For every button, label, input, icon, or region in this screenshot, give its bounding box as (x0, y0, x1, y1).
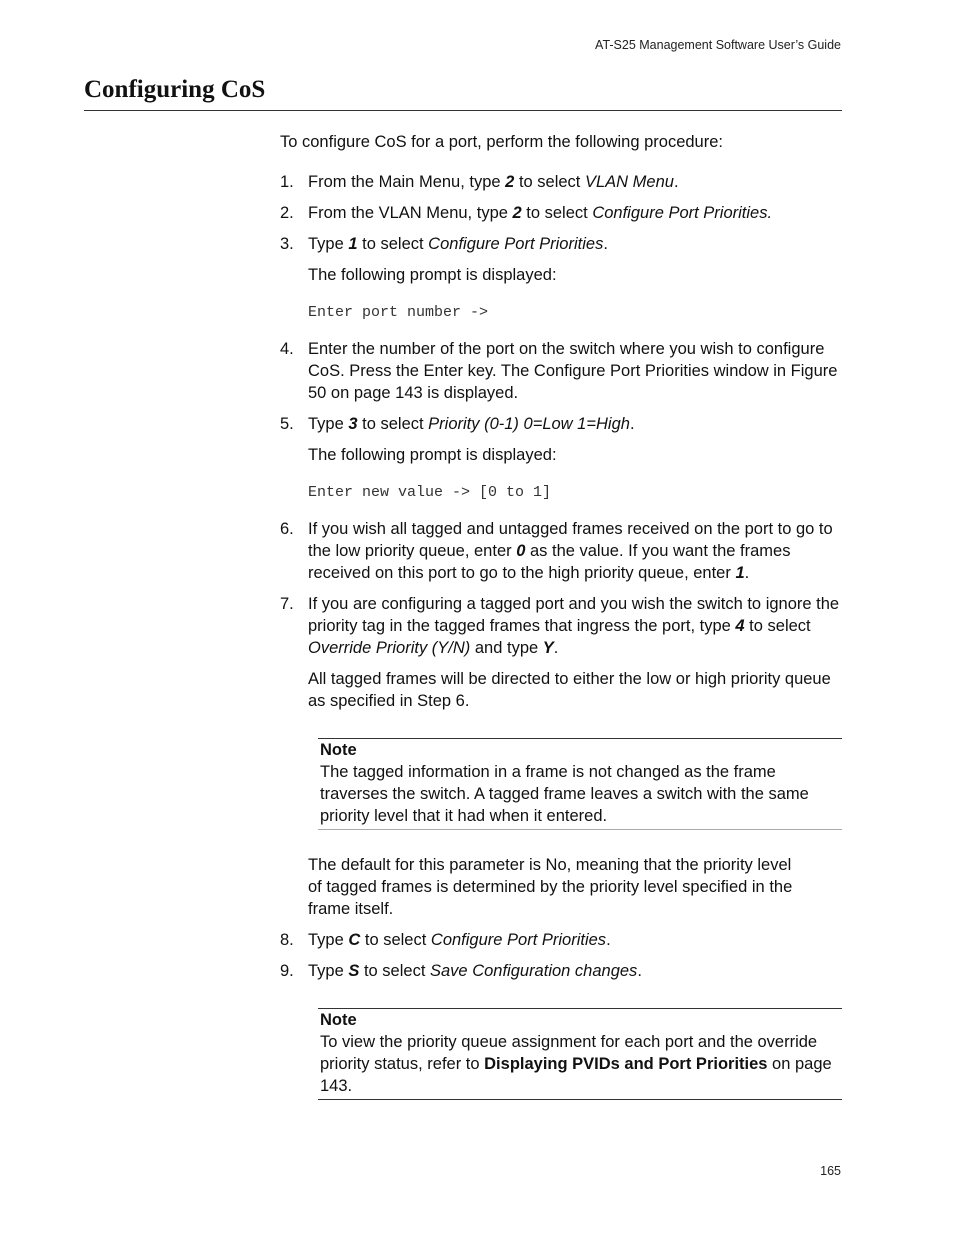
step-3: 3. Type 1 to select Configure Port Priorities. (280, 235, 608, 253)
step-2: 2. From the VLAN Menu, type 2 to select Configure Port Priorities. (280, 204, 773, 222)
prompt-label: The following prompt is displayed: (308, 266, 557, 284)
cross-reference-link[interactable]: Displaying PVIDs and Port Priorities (484, 1055, 768, 1073)
title-rule (84, 110, 842, 111)
note-label: Note (320, 1011, 357, 1029)
step-9: 9. Type S to select Save Configuration changes. (280, 962, 642, 980)
note-box (318, 738, 842, 830)
step-8: 8. Type C to select Configure Port Priorities. (280, 931, 611, 949)
running-header: AT-S25 Management Software User’s Guide (595, 38, 841, 52)
code-value-prompt: Enter new value -> [0 to 1] (308, 484, 552, 501)
step-1: 1. From the Main Menu, type 2 to select VLAN Menu. (280, 173, 679, 191)
note-box-2 (318, 1008, 842, 1100)
section-title: Configuring CoS (84, 76, 266, 103)
page-number: 165 (820, 1164, 841, 1178)
code-port-prompt: Enter port number -> (308, 304, 489, 321)
note-text: The tagged information in a frame is not changed as the frame traverses the switch. A tagged frame leaves a switch with the same priority level that it had when it entered. (320, 763, 809, 825)
step-5: 5. Type 3 to select Priority (0-1) 0=Low 1=High. (280, 415, 635, 433)
default-text: The default for this parameter is No, meaning that the priority level of tagged frames is determined by the priority level specified in the frame itself. (308, 856, 793, 918)
step-7-followup: All tagged frames will be directed to either the low or high priority queue as specified in Step 6. (308, 670, 831, 710)
step-7: 7. If you are configuring a tagged port and you wish the switch to ignore the priority tag in the tagged frames that ingress the port, type 4 to select Override Priority (Y/N) and type Y. (280, 595, 840, 657)
note-label: Note (320, 741, 357, 759)
note-text: To view the priority queue assignment for each port and the override priority status, refer to Displaying PVIDs and Port Priorities on page 143. (320, 1033, 832, 1095)
step-4: 4. Enter the number of the port on the switch where you wish to configure CoS. Press the Enter key. The Configure Port Priorities window in Figure 50 on page 143 is displayed. (280, 340, 838, 402)
prompt-label: The following prompt is displayed: (308, 446, 557, 464)
procedure-content (280, 131, 842, 1124)
intro-text: To configure CoS for a port, perform the following procedure: (280, 133, 723, 151)
step-6: 6. If you wish all tagged and untagged frames received on the port to go to the low priority queue, enter 0 as the value. If you want the frames received on this port to go to the high priority queue, enter 1. (280, 520, 833, 582)
